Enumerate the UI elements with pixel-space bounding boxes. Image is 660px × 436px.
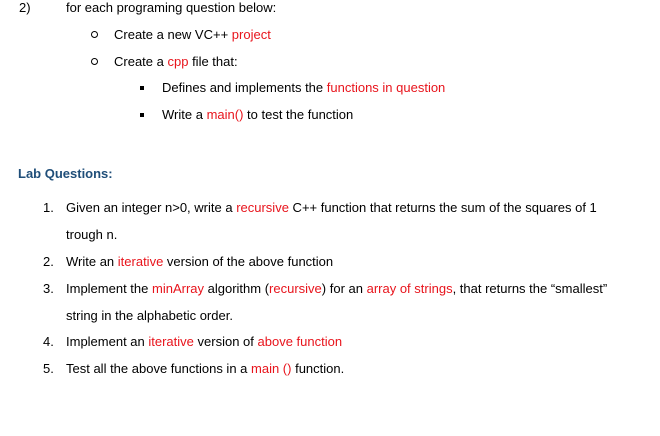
list-number: 2) (19, 0, 31, 15)
question-highlight: iterative (148, 334, 194, 349)
sub-item-text: file that: (188, 54, 238, 69)
question-text: Given an integer n>0, write a (66, 200, 237, 215)
sub-item (114, 27, 271, 43)
question-text: , that returns the “smallest” (452, 281, 608, 296)
question-highlight: iterative (117, 254, 164, 269)
question-number: 4. (43, 334, 54, 349)
sub-item-highlight: project (231, 27, 271, 42)
question-number: 1. (43, 200, 54, 215)
lab-heading: Lab Questions: (18, 166, 113, 181)
question-number: 2. (43, 254, 54, 269)
question-2 (66, 254, 333, 270)
question-number: 5. (43, 361, 54, 376)
sub-item (114, 54, 238, 70)
sub-item-text: Create a new VC++ (114, 27, 232, 42)
question-text: Test all the above functions in a (66, 361, 252, 376)
question-text: version of (193, 334, 258, 349)
question-text: Write an (66, 254, 118, 269)
question-text: algorithm ( (204, 281, 270, 296)
sub-sub-item (162, 80, 445, 96)
circle-bullet-icon (91, 58, 98, 65)
question-highlight: recursive (236, 200, 289, 215)
intro-text: for each programing question below: (66, 0, 277, 15)
question-text: Implement an (66, 334, 149, 349)
sub-sub-item-highlight: functions in question (326, 80, 446, 95)
sub-item-highlight: cpp (167, 54, 189, 69)
question-3-continuation: string in the alphabetic order. (66, 308, 233, 323)
question-highlight: above function (257, 334, 343, 349)
question-highlight: recursive (269, 281, 322, 296)
question-5 (66, 361, 344, 377)
question-1 (66, 200, 597, 216)
question-text: ) for an (321, 281, 367, 296)
sub-sub-item-highlight: main() (206, 107, 244, 122)
sub-sub-item-text: to test the function (243, 107, 354, 122)
square-bullet-icon (140, 113, 144, 117)
question-highlight: main () (251, 361, 292, 376)
question-text: C++ function that returns the sum of the squares of 1 (288, 200, 597, 215)
question-highlight: array of strings (366, 281, 453, 296)
question-text: Implement the (66, 281, 152, 296)
question-text: function. (291, 361, 345, 376)
question-highlight: minArray (152, 281, 205, 296)
sub-sub-item-text: Defines and implements the (162, 80, 327, 95)
question-number: 3. (43, 281, 54, 296)
question-text: version of the above function (163, 254, 334, 269)
circle-bullet-icon (91, 31, 98, 38)
sub-sub-item-text: Write a (162, 107, 207, 122)
question-4 (66, 334, 342, 350)
sub-item-text: Create a (114, 54, 168, 69)
sub-sub-item (162, 107, 353, 123)
question-3 (66, 281, 607, 297)
question-1-continuation: trough n. (66, 227, 118, 242)
square-bullet-icon (140, 86, 144, 90)
